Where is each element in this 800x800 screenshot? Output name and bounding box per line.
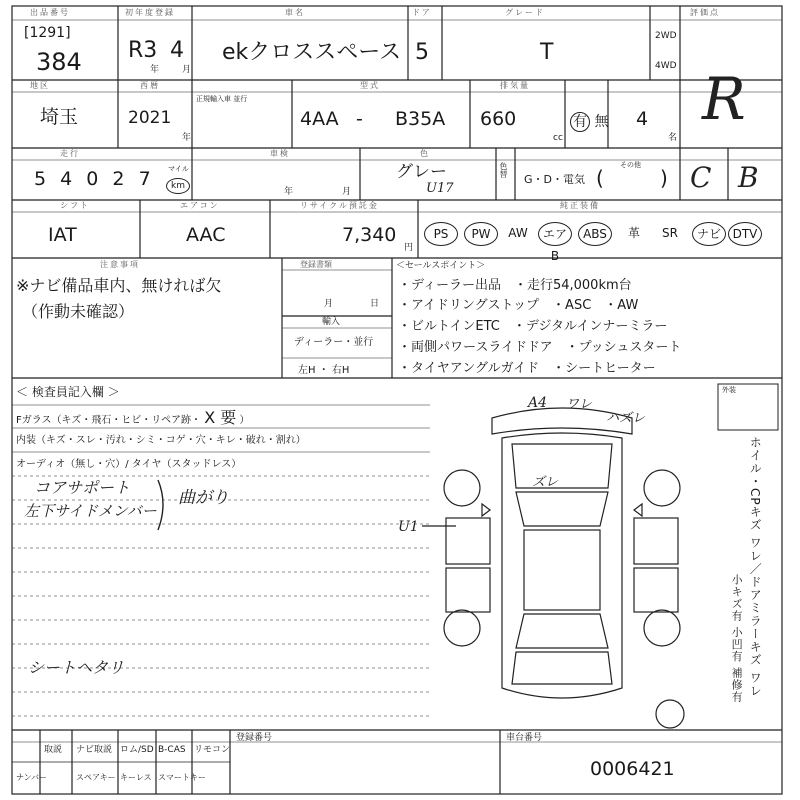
first-reg-label: 初年度登録: [125, 8, 175, 17]
diagram-mark: ズレ: [532, 475, 559, 490]
option-abs: ABS: [578, 222, 612, 246]
sales-point: ・アイドリングストップ ・ASC ・AW: [398, 298, 639, 313]
notes-label: 注意事項: [100, 260, 140, 269]
inspection-month-unit: 月: [342, 187, 352, 197]
record-import-label: 輸入: [322, 317, 341, 327]
handwritten-bracket: [152, 476, 192, 536]
model-year: 2021: [128, 108, 172, 128]
color-label: 色: [420, 149, 430, 158]
first-reg-month-unit: 月: [182, 65, 192, 75]
legend-box-label: 外装: [722, 386, 736, 394]
sales-point: ・両側パワースライドドア ・プッシュスタート: [398, 340, 682, 355]
diagram-mark: ハズレ: [606, 411, 646, 426]
glass-line: Fガラス（キズ・飛石・ヒビ・リペア跡・: [16, 415, 202, 426]
sales-point: ・ディーラー出品 ・走行54,000km台: [398, 278, 632, 293]
lot-code: [1291]: [24, 25, 71, 41]
diagram-mark: A4: [528, 395, 548, 411]
inspector-title: ＜ 検査員記入欄 ＞: [16, 385, 120, 399]
recycle-fee: 7,340: [342, 224, 397, 246]
record-label: 登録書類: [300, 260, 332, 269]
drive-4wd: 4WD: [655, 61, 677, 71]
handwritten-note: 曲がり: [178, 488, 229, 508]
interior-line: 内装（キズ・スレ・汚れ・シミ・コゲ・穴・キレ・破れ・割れ）: [16, 435, 306, 446]
option-leather: 革: [627, 226, 640, 240]
audio-line: オーディオ（無し・穴）/ タイヤ（スタッドレス）: [16, 459, 242, 470]
turbo-no: 無: [594, 114, 609, 130]
reg-label: 登録番号: [236, 733, 273, 743]
aircon-label: エアコン: [180, 201, 220, 210]
sales-points-label: ＜セールスポイント＞: [396, 261, 486, 271]
type-label: 型式: [360, 81, 380, 90]
handwritten-note: コアサポート: [34, 478, 131, 497]
record-month: 月: [324, 299, 334, 309]
option-sunroof: SR: [662, 226, 678, 240]
mileage-unit-km: km: [166, 178, 190, 194]
shift: IAT: [48, 224, 77, 246]
footer-label: リモコン: [194, 745, 231, 755]
displacement-unit: cc: [553, 133, 563, 143]
sales-point: ・ビルトインETC ・デジタルインナーミラー: [398, 319, 668, 334]
seats-unit: 名: [668, 133, 678, 143]
displacement-label: 排気量: [500, 81, 530, 90]
auction-sheet: 出品番号 初年度登録 車名 ドア グレード 評価点 [1291] 384 R3 年 4 月 ekクロススペース 5 T 2WD 4WD R 地区 西暦 型式 排気量 埼玉 2021 年 正規輸入車 並行 4AA - B35A 660 cc 有 無 4 名 走行 車検 色 5 4 0 2 7 マイル km 年 月 グレー U17 色替 G・D・電気 その他 ( ) C B シフト エアコン リサイクル預託金 純正装備 IAT AAC 7,340 円 PS PW AW エアB ABS 革 SR ナビ DTV 注意事項 ※ナビ備品車内、無ければ欠 （作動未確認） 登録書類 月 日 輸入 ディーラー・並行 左H ・ 右H ＜セールスポイント＞ ・ディーラー出品 ・走行54,000km台 ・アイドリングストップ ・ASC ・AW ・ビルトインETC ・デジタルインナーミラー ・両側パワースライドドア ・プッシュスタート ・タイヤアングルガイド ・シートヒーター ＜ 検査員記入欄 ＞ Fガラス（キズ・飛石・ヒビ・リペア跡・ X 要 ） 内装（キズ・スレ・汚れ・シミ・コゲ・穴・キレ・破れ・割れ） オーディオ（無し・穴）/ タイヤ（スタッドレス） コアサポート 左下サイドメンバー 曲がり シートヘタリ A4 ワレ ハズレ ズレ U1 外装 ホイル・CPキズ ワレ／ドアミラーキズ ワレ 小キズ有 小凹有 補修有 取説 ナビ取説 ロム/SD B-CAS リモコン ナンバー スペアキー キーレス スマートキー 登録番号 車台番号 0006421: [0, 0, 800, 800]
equipment-label: 純正装備: [560, 201, 600, 210]
recycle-label: リサイクル預託金: [300, 201, 379, 210]
footer-label: B-CAS: [158, 745, 186, 755]
model-year-unit: 年: [182, 133, 192, 143]
option-pw: PW: [464, 222, 498, 246]
mileage-digit: 4: [60, 168, 77, 190]
record-day: 日: [370, 299, 380, 309]
footer-label: スペアキー: [76, 773, 116, 782]
footer-label: 取説: [44, 745, 63, 755]
doors: 5: [415, 40, 429, 65]
record-dealer: ディーラー・並行: [294, 337, 374, 348]
inspection-year-unit: 年: [284, 187, 294, 197]
lot-number: 384: [36, 48, 82, 76]
lot-label: 出品番号: [30, 8, 70, 17]
grade-label: グレード: [505, 8, 545, 17]
option-ps: PS: [424, 222, 458, 246]
handwritten-note: 左下サイドメンバー: [24, 502, 157, 520]
car-name-label: 車名: [285, 8, 305, 17]
color-name: グレー: [396, 162, 447, 182]
seats: 4: [636, 108, 649, 130]
chassis-number: 0006421: [590, 758, 675, 780]
handwritten-note: シートヘタリ: [28, 658, 125, 677]
color-change-label: 色替: [499, 162, 508, 178]
option-aw: AW: [508, 226, 528, 240]
model-suffix: B35A: [395, 108, 446, 130]
diagram-mark: ワレ: [566, 397, 593, 412]
option-navi: ナビ: [692, 222, 726, 246]
import-note: 正規輸入車 並行: [196, 95, 248, 103]
fuel-other: その他: [620, 161, 641, 169]
drive-2wd: 2WD: [655, 31, 677, 41]
footer-label: ロム/SD: [120, 745, 154, 755]
first-reg-era: R3: [128, 38, 158, 63]
note-line: （作動未確認）: [22, 302, 135, 321]
mileage-digit: 7: [138, 168, 155, 190]
region-label: 地区: [30, 81, 50, 90]
exterior-grade: C: [690, 161, 712, 194]
footer-label: キーレス: [120, 773, 152, 782]
car-diagram: [432, 395, 692, 718]
first-reg-era-unit: 年: [150, 65, 160, 75]
note-line: ※ナビ備品車内、無ければ欠: [16, 276, 222, 295]
aircon: AAC: [186, 224, 226, 246]
fuel-type: G・D・電気: [524, 173, 585, 186]
mileage-digit: 5: [34, 168, 51, 190]
diagram-mark: U1: [398, 519, 419, 535]
model-prefix: 4AA: [300, 108, 339, 130]
inspection-label: 車検: [270, 149, 290, 158]
glass-mark: X 要: [204, 408, 237, 427]
region: 埼玉: [40, 106, 79, 128]
footer-label: ナビ取説: [76, 745, 113, 755]
mileage-digit: 0: [86, 168, 103, 190]
turbo-yes: 有: [570, 112, 590, 132]
legend-sub: 小キズ有 小凹有 補修有: [730, 574, 744, 703]
option-dtv: DTV: [728, 222, 762, 246]
shift-label: シフト: [60, 201, 90, 210]
footer-label: スマートキー: [158, 773, 206, 782]
color-code: U17: [426, 181, 454, 196]
car-name: ekクロススペース: [222, 40, 402, 65]
recycle-unit: 円: [404, 243, 414, 253]
doors-label: ドア: [412, 8, 432, 17]
sales-point: ・タイヤアングルガイド ・シートヒーター: [398, 361, 656, 376]
legend-text: ホイル・CPキズ ワレ／ドアミラーキズ ワレ: [748, 436, 763, 698]
mileage-unit-mile: マイル: [168, 165, 189, 173]
rating-label: 評価点: [690, 8, 720, 17]
mileage-digit: 2: [112, 168, 129, 190]
chassis-label: 車台番号: [506, 733, 543, 743]
displacement: 660: [480, 108, 517, 130]
model-year-label: 西暦: [140, 81, 160, 90]
model-dash: -: [356, 108, 363, 130]
option-airbag: エアB: [538, 222, 572, 246]
first-reg-month: 4: [170, 38, 184, 63]
footer-label: ナンバー: [16, 773, 48, 782]
mileage-label: 走行: [60, 149, 80, 158]
glass-close: ）: [239, 415, 250, 426]
rating-value: R: [702, 65, 746, 133]
record-handle: 左H ・ 右H: [298, 365, 350, 376]
interior-grade: B: [738, 161, 759, 194]
grade: T: [540, 40, 554, 65]
